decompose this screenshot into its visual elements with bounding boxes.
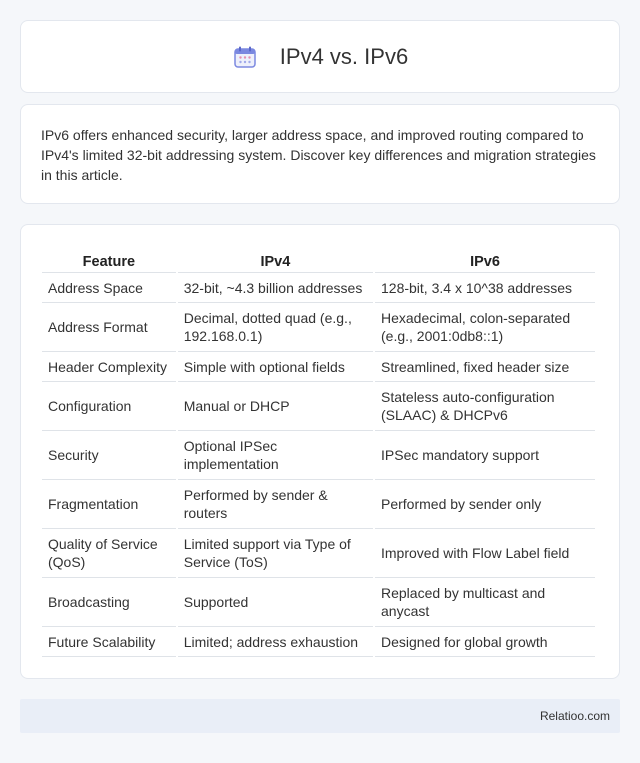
table-row (42, 273, 595, 303)
table-row (42, 382, 595, 431)
title-card (20, 20, 620, 93)
cell-ipv4: Manual or DHCP (178, 382, 373, 431)
cell-ipv4: Limited support via Type of Service (ToS) (178, 529, 373, 578)
cell-ipv4: Limited; address exhaustion (178, 627, 373, 657)
header-ipv6: IPv6 (375, 245, 595, 273)
intro-text: IPv6 offers enhanced security, larger address space, and improved routing compared to IPv4's limited 32-bit addressing system. Discover key differences and migration strategies in this article. (41, 127, 596, 183)
table-row (42, 352, 595, 382)
cell-ipv6: Hexadecimal, colon-separated (e.g., 2001:0db8::1) (375, 303, 595, 352)
table-row (42, 578, 595, 627)
cell-feature: Address Format (42, 303, 176, 352)
cell-feature: Security (42, 431, 176, 480)
cell-feature: Future Scalability (42, 627, 176, 657)
cell-ipv6: Performed by sender only (375, 480, 595, 529)
header-ipv4: IPv4 (178, 245, 373, 273)
comparison-table (40, 245, 597, 657)
footer (20, 699, 620, 733)
cell-feature: Quality of Service (QoS) (42, 529, 176, 578)
table-header-row (42, 245, 595, 273)
cell-ipv6: Stateless auto-configuration (SLAAC) & DHCPv6 (375, 382, 595, 431)
cell-ipv4: Optional IPSec implementation (178, 431, 373, 480)
table-row (42, 627, 595, 657)
cell-ipv6: 128-bit, 3.4 x 10^38 addresses (375, 273, 595, 303)
cell-feature: Configuration (42, 382, 176, 431)
cell-ipv6: Designed for global growth (375, 627, 595, 657)
cell-feature: Broadcasting (42, 578, 176, 627)
table-row (42, 480, 595, 529)
cell-ipv4: 32-bit, ~4.3 billion addresses (178, 273, 373, 303)
cell-feature: Address Space (42, 273, 176, 303)
cell-ipv4: Simple with optional fields (178, 352, 373, 382)
comparison-table-card (20, 224, 620, 679)
cell-ipv4: Supported (178, 578, 373, 627)
cell-ipv4: Decimal, dotted quad (e.g., 192.168.0.1) (178, 303, 373, 352)
page-title: IPv4 vs. IPv6 (279, 43, 409, 69)
cell-ipv4: Performed by sender & routers (178, 480, 373, 529)
cell-feature: Header Complexity (42, 352, 176, 382)
cell-feature: Fragmentation (42, 480, 176, 529)
intro-card (20, 104, 620, 204)
header-feature: Feature (42, 245, 176, 273)
table-row (42, 303, 595, 352)
table-row (42, 431, 595, 480)
cell-ipv6: IPSec mandatory support (375, 431, 595, 480)
calendar-icon (232, 44, 258, 70)
cell-ipv6: Improved with Flow Label field (375, 529, 595, 578)
cell-ipv6: Replaced by multicast and anycast (375, 578, 595, 627)
cell-ipv6: Streamlined, fixed header size (375, 352, 595, 382)
table-row (42, 529, 595, 578)
footer-brand: Relatioo.com (539, 709, 610, 723)
